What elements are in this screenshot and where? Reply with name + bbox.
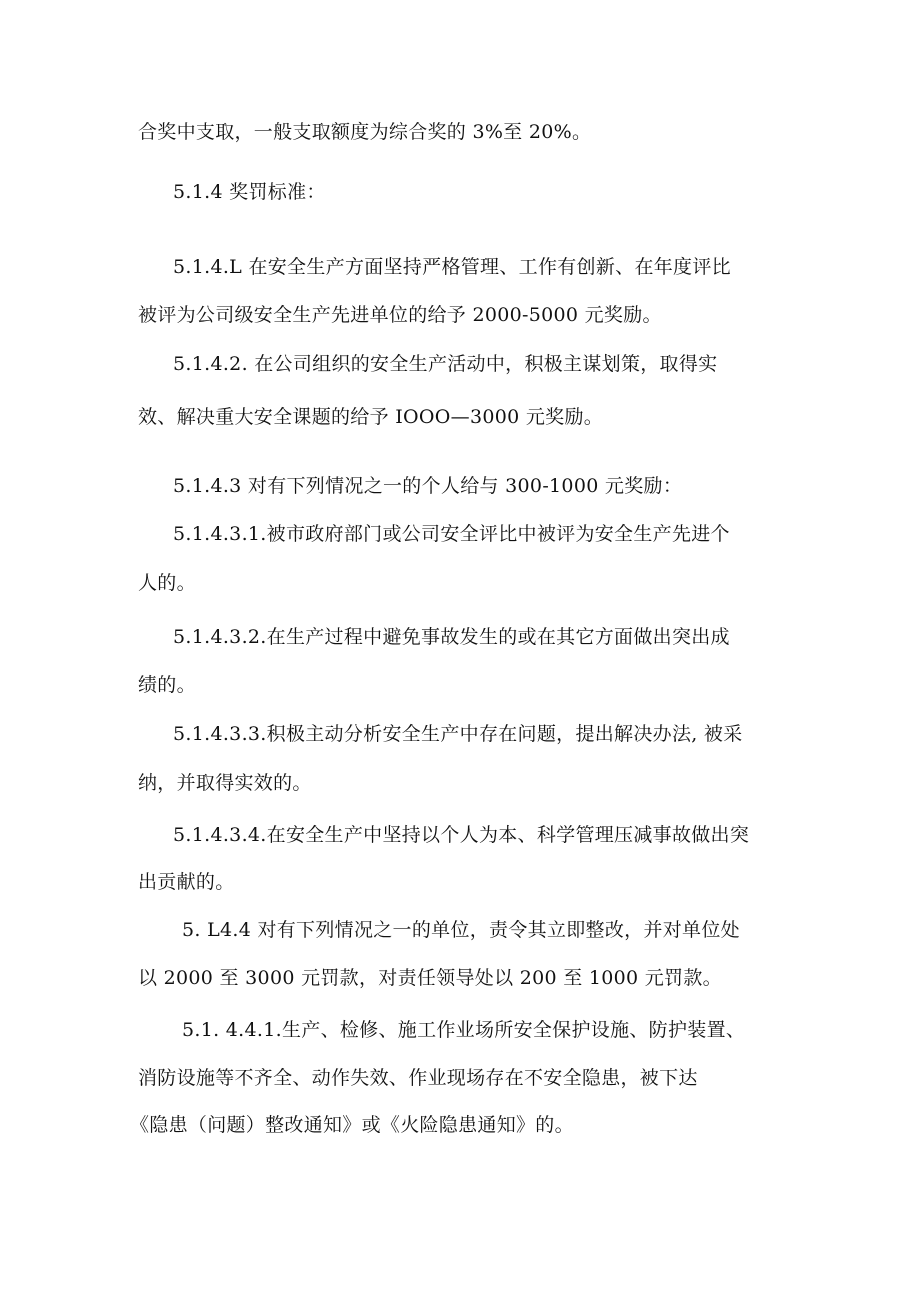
text-line: 5.1.4.3.4.在安全生产中坚持以个人为本、科学管理压减事故做出突 xyxy=(173,824,750,846)
text-line: 被评为公司级安全生产先进单位的给予 2000-5000 元奖励。 xyxy=(138,304,662,326)
text-line: 5.1. 4.4.1.生产、检修、施工作业场所安全保护设施、防护装置、 xyxy=(182,1019,746,1041)
text-line: 纳，并取得实效的。 xyxy=(138,772,312,794)
text-line: 消防设施等不齐全、动作失效、作业现场存在不安全隐患，被下达 xyxy=(138,1067,698,1089)
text-line: 效、解决重大安全课题的给予 IOOO—3000 元奖励。 xyxy=(138,406,604,428)
text-line: 以 2000 至 3000 元罚款，对责任领导处以 200 至 1000 元罚款。 xyxy=(138,967,722,989)
text-line: 5.1.4.3 对有下列情况之一的个人给与 300-1000 元奖励： xyxy=(173,475,683,497)
text-line: 人的。 xyxy=(138,572,196,594)
text-line: 绩的。 xyxy=(138,674,196,696)
text-line: 5.1.4.3.1.被市政府部门或公司安全评比中被评为安全生产先进个 xyxy=(173,523,730,545)
text-line: 5.1.4.3.3.积极主动分析安全生产中存在问题，提出解决办法, 被采 xyxy=(173,723,743,745)
text-line: 5.1.4.2. 在公司组织的安全生产活动中，积极主谋划策，取得实 xyxy=(173,353,718,375)
text-line: 5.1.4.L 在安全生产方面坚持严格管理、工作有创新、在年度评比 xyxy=(173,256,731,278)
text-line: 《隐患（问题）整改通知》或《火险隐患通知》的。 xyxy=(130,1114,574,1136)
section-heading: 5.1.4 奖罚标准： xyxy=(173,181,326,203)
text-line: 出贡献的。 xyxy=(138,871,235,893)
text-line: 5.1.4.3.2.在生产过程中避免事故发生的或在其它方面做出突出成 xyxy=(173,626,730,648)
text-line: 5. L4.4 对有下列情况之一的单位，责令其立即整改，并对单位处 xyxy=(182,919,740,941)
text-line: 合奖中支取，一般支取额度为综合奖的 3%至 20%。 xyxy=(138,121,592,143)
